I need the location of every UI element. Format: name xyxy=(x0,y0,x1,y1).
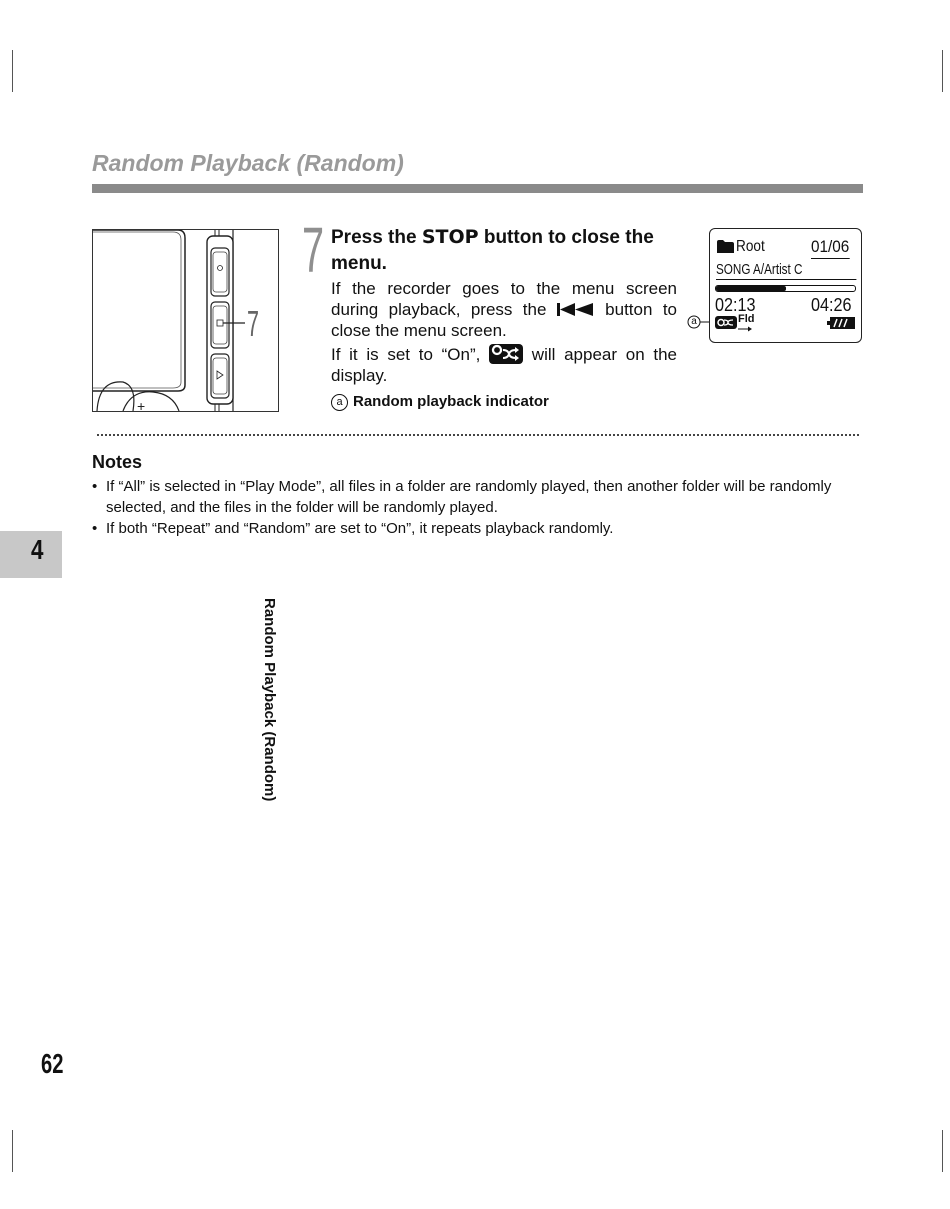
random-indicator-icon xyxy=(715,316,737,329)
lcd-progress-fill xyxy=(716,286,786,291)
lcd-display xyxy=(709,228,862,343)
device-illustration xyxy=(92,229,279,412)
callout-text: Random playback indicator xyxy=(353,393,549,410)
step-paragraph-1 xyxy=(331,278,677,341)
note-text: If “All” is selected in “Play Mode”, all files in a folder are randomly played, then another folder will be randomly selected, and the files in the folder will be randomly played. xyxy=(106,478,832,516)
para2-text-post: will appear on the display. xyxy=(331,345,678,385)
crop-mark xyxy=(942,50,943,92)
crop-mark xyxy=(942,1130,943,1172)
title-rule xyxy=(92,184,863,193)
lcd-song: SONG A/Artist C xyxy=(716,261,856,280)
note-text: If both “Repeat” and “Random” are set to “On”, it repeats playback randomly. xyxy=(106,520,614,537)
crop-mark xyxy=(12,1130,13,1172)
note-item: • If both “Repeat” and “Random” are set to “On”, it repeats playback randomly. xyxy=(92,520,614,537)
step-number: 7 xyxy=(302,214,325,286)
lcd-folder-mode: Fld xyxy=(738,313,755,325)
dotted-separator xyxy=(97,434,859,436)
lcd-folder: Root xyxy=(736,238,765,255)
folder-icon xyxy=(717,240,734,253)
arrow-right-icon xyxy=(738,326,752,332)
lcd-callout xyxy=(687,315,711,334)
lcd-total: 04:26 xyxy=(811,295,852,315)
chapter-side-label: Random Playback (Random) xyxy=(261,598,278,802)
notes-title: Notes xyxy=(92,452,143,472)
stop-button-label: STOP xyxy=(421,226,479,248)
lcd-progress-bar xyxy=(715,285,856,292)
device-callout-number: 7 xyxy=(247,304,260,345)
step-paragraph-2 xyxy=(331,344,677,386)
chapter-number: 4 xyxy=(31,534,44,565)
callout-random-indicator xyxy=(331,393,549,411)
para1-text-post: button to close the menu screen. xyxy=(331,300,677,340)
lcd-callout-letter: a xyxy=(691,316,697,327)
skip-back-icon xyxy=(557,303,595,316)
page-number: 62 xyxy=(41,1048,64,1079)
section-title: Random Playback (Random) xyxy=(92,150,404,176)
random-icon xyxy=(489,344,523,364)
para2-text-pre: If it is set to “On”, xyxy=(331,345,490,364)
step-body xyxy=(331,278,677,389)
heading-text-pre: Press the xyxy=(331,227,422,248)
notes-list xyxy=(92,476,864,539)
callout-letter: a xyxy=(331,394,348,411)
battery-icon xyxy=(827,317,855,329)
heading-text-post: button to close the menu. xyxy=(331,227,654,274)
lcd-track: 01/06 xyxy=(811,237,849,259)
lcd-elapsed: 02:13 xyxy=(715,295,756,315)
plus-mark: + xyxy=(137,398,146,411)
para1-text-pre: If the recorder goes to the menu screen during playback, press the xyxy=(331,279,677,319)
recorder-side-drawing xyxy=(93,230,278,411)
crop-mark xyxy=(12,50,13,92)
note-item: • If “All” is selected in “Play Mode”, all files in a folder are randomly played, then another folder will be randomly selected, and the files in the folder will be randomly played. xyxy=(92,478,832,516)
step-heading xyxy=(331,224,691,277)
